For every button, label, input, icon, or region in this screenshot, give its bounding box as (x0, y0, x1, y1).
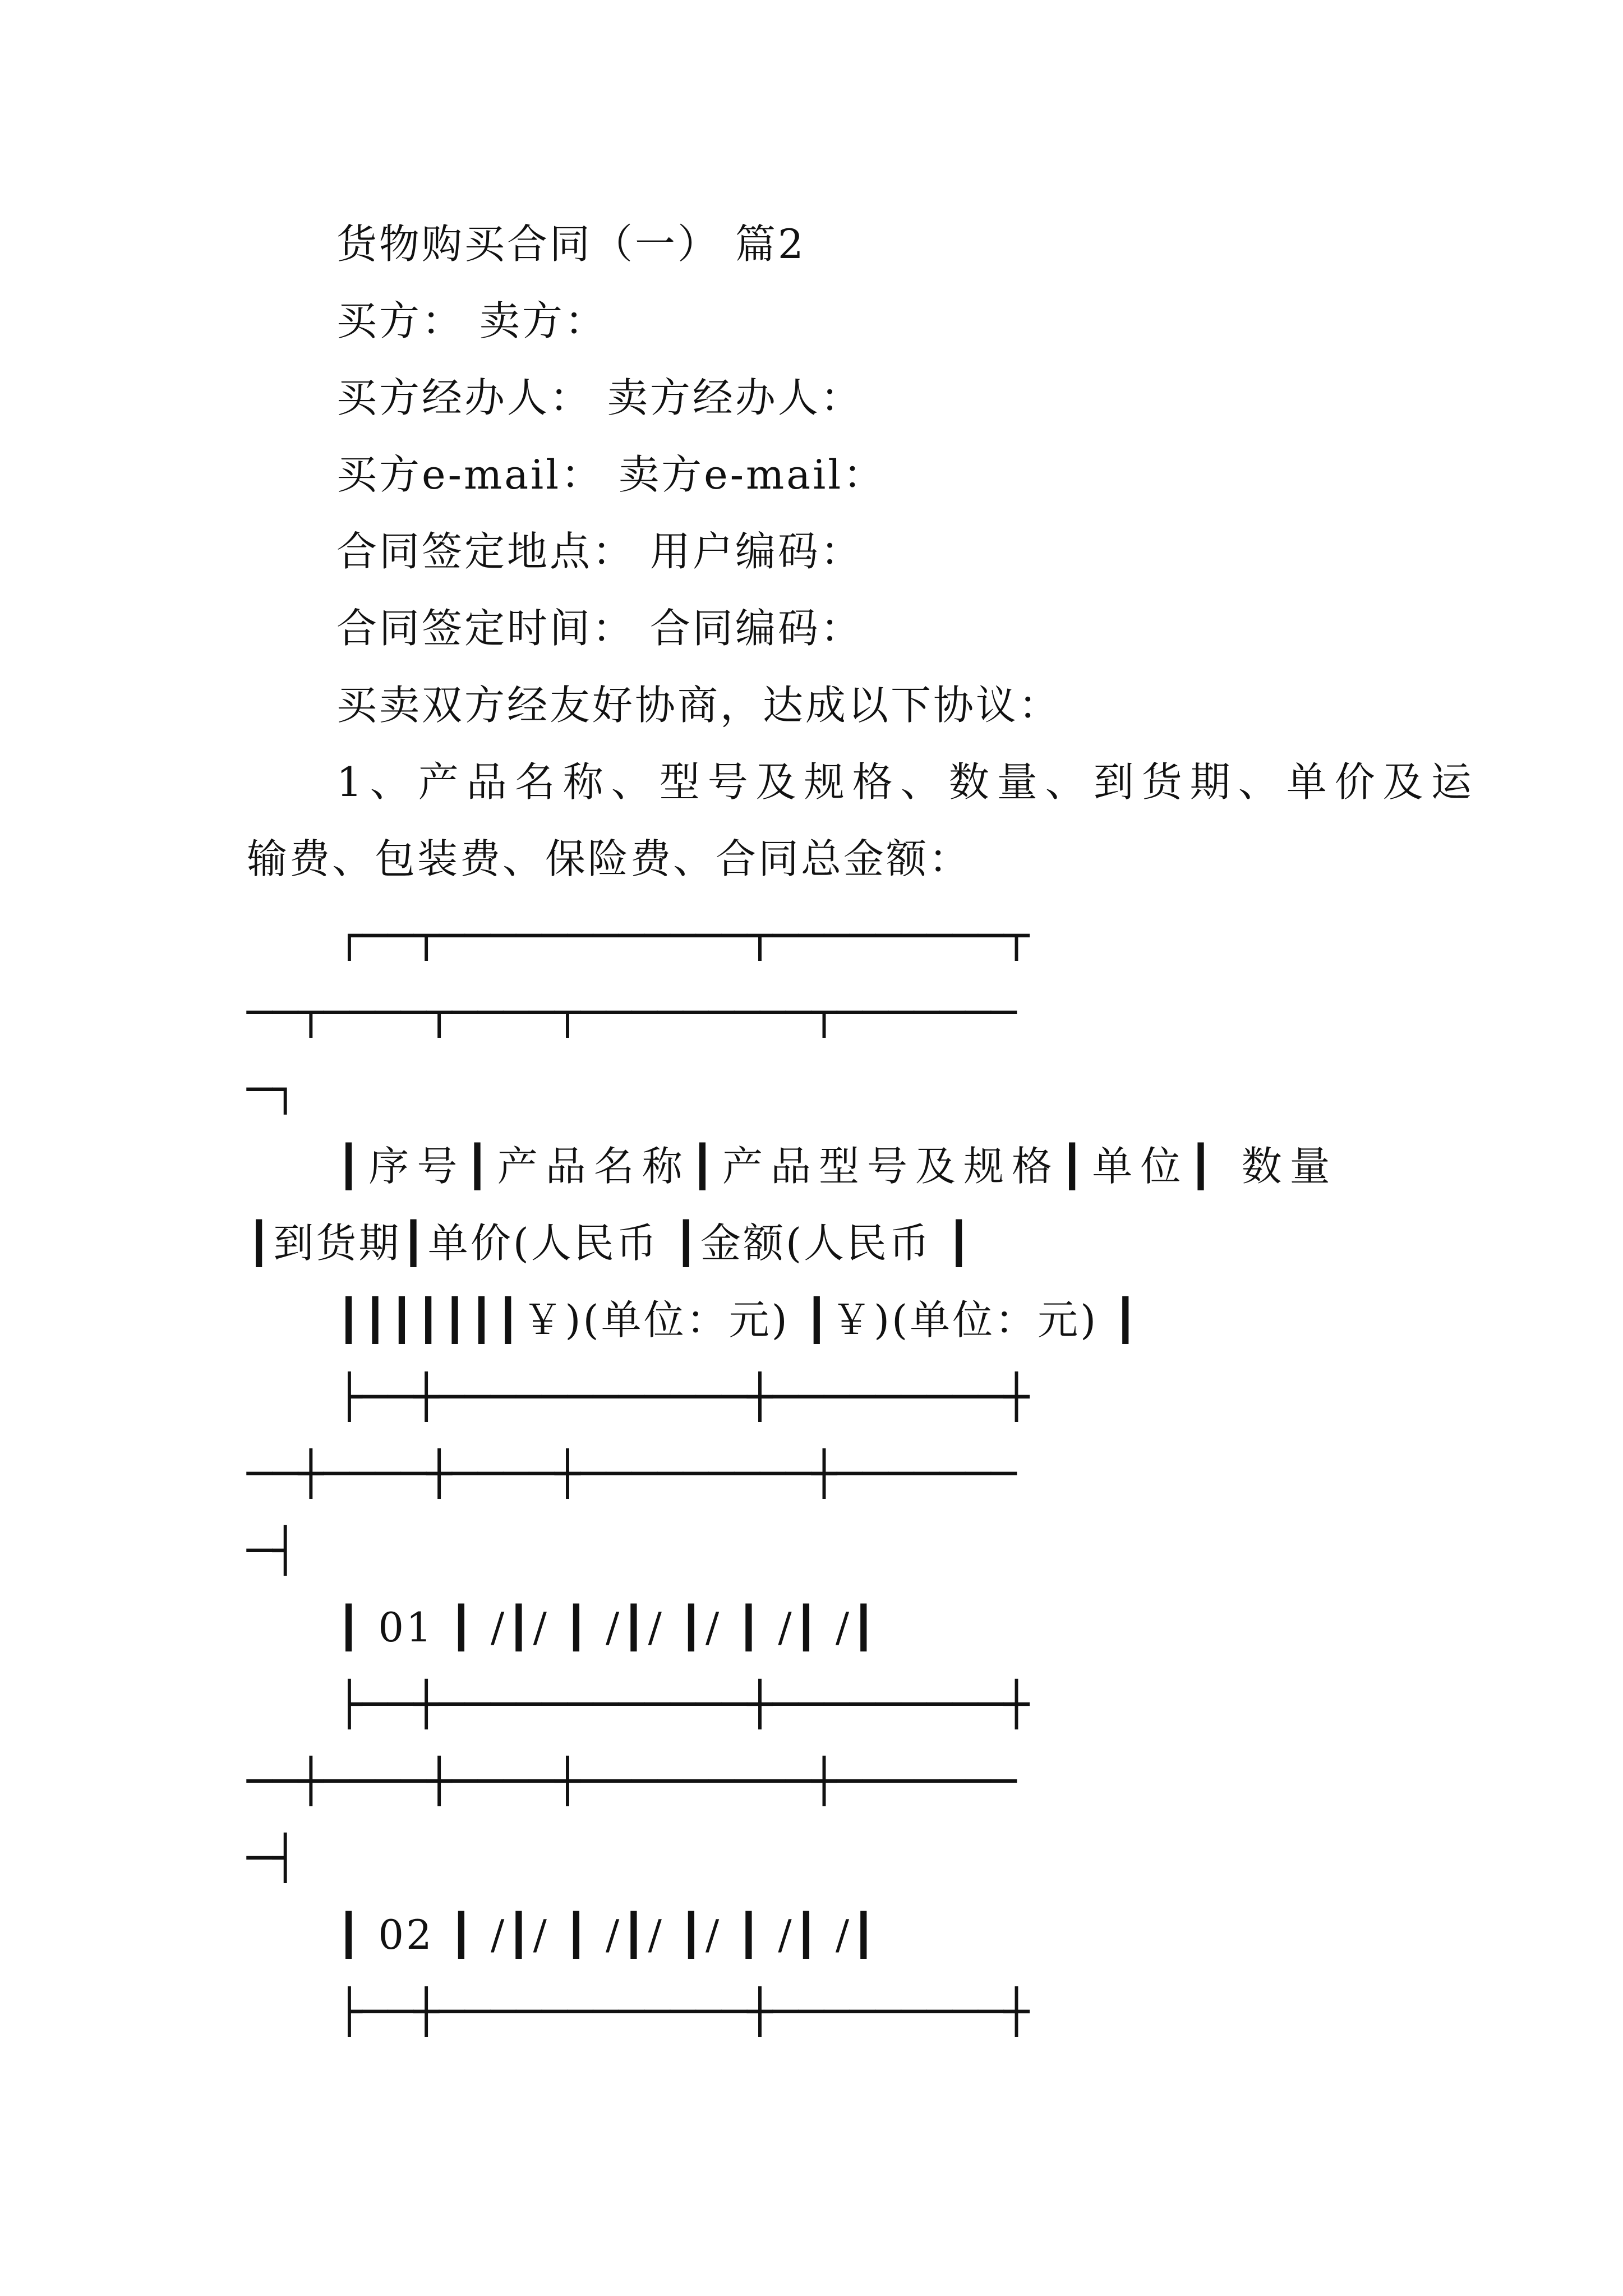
field-agents: 买方经办人： 卖方经办人： (336, 374, 863, 421)
table-divider-1c: ─┤ (247, 1525, 298, 1575)
table-top-border-3: ─┐ (247, 1064, 298, 1114)
clause-1-line-2: 输费、包装费、保险费、合同总金额： (247, 835, 972, 882)
table-divider-2b: ──┼────┼────┼─────────┼─────── (247, 1756, 1017, 1806)
clause-1-line-1: 1、产品名称、型号及规格、数量、到货期、单价及运 (336, 758, 1479, 806)
table-divider-2c: ─┤ (247, 1833, 298, 1883)
field-buyer-seller: 买方： 卖方： (336, 297, 607, 344)
field-place-usercode: 合同签定地点： 用户编码： (336, 528, 863, 575)
table-top-border-1: ┌──┬────────────┬─────────┬ (336, 910, 1030, 960)
agreement-intro: 买卖双方经友好协商，达成以下协议： (336, 682, 1062, 729)
contract-title: 货物购买合同（一） 篇2 (336, 220, 806, 268)
table-header-row-3: ┃┃┃┃┃┃┃￥)(单位：元) ┃￥)(单位：元) ┃ (336, 1296, 1140, 1343)
field-emails: 买方e-mail： 卖方e-mail： (336, 451, 886, 498)
table-header-row-2: ┃到货期┃单价(人民币 ┃金额(人民币 ┃ (247, 1220, 974, 1267)
field-time-contractcode: 合同签定时间： 合同编码： (336, 605, 863, 652)
table-top-border-2: ──┬────┬────┬─────────┬─────── (247, 987, 1017, 1037)
table-row-01: ┃ 01 ┃ /┃/ ┃ /┃/ ┃/ ┃ /┃ /┃ (336, 1604, 878, 1651)
table-header-row-1: ┃序号┃产品名称┃产品型号及规格┃单位┃ 数量 (336, 1143, 1338, 1190)
table-row-02: ┃ 02 ┃ /┃/ ┃ /┃/ ┃/ ┃ /┃ /┃ (336, 1911, 878, 1958)
table-divider-3a: ├──┼────────────┼─────────┼ (336, 1986, 1030, 2036)
table-divider-1b: ──┼────┼────┼─────────┼─────── (247, 1448, 1017, 1498)
table-divider-2a: ├──┼────────────┼─────────┼ (336, 1679, 1030, 1729)
table-divider-1a: ├──┼────────────┼─────────┼ (336, 1372, 1030, 1421)
